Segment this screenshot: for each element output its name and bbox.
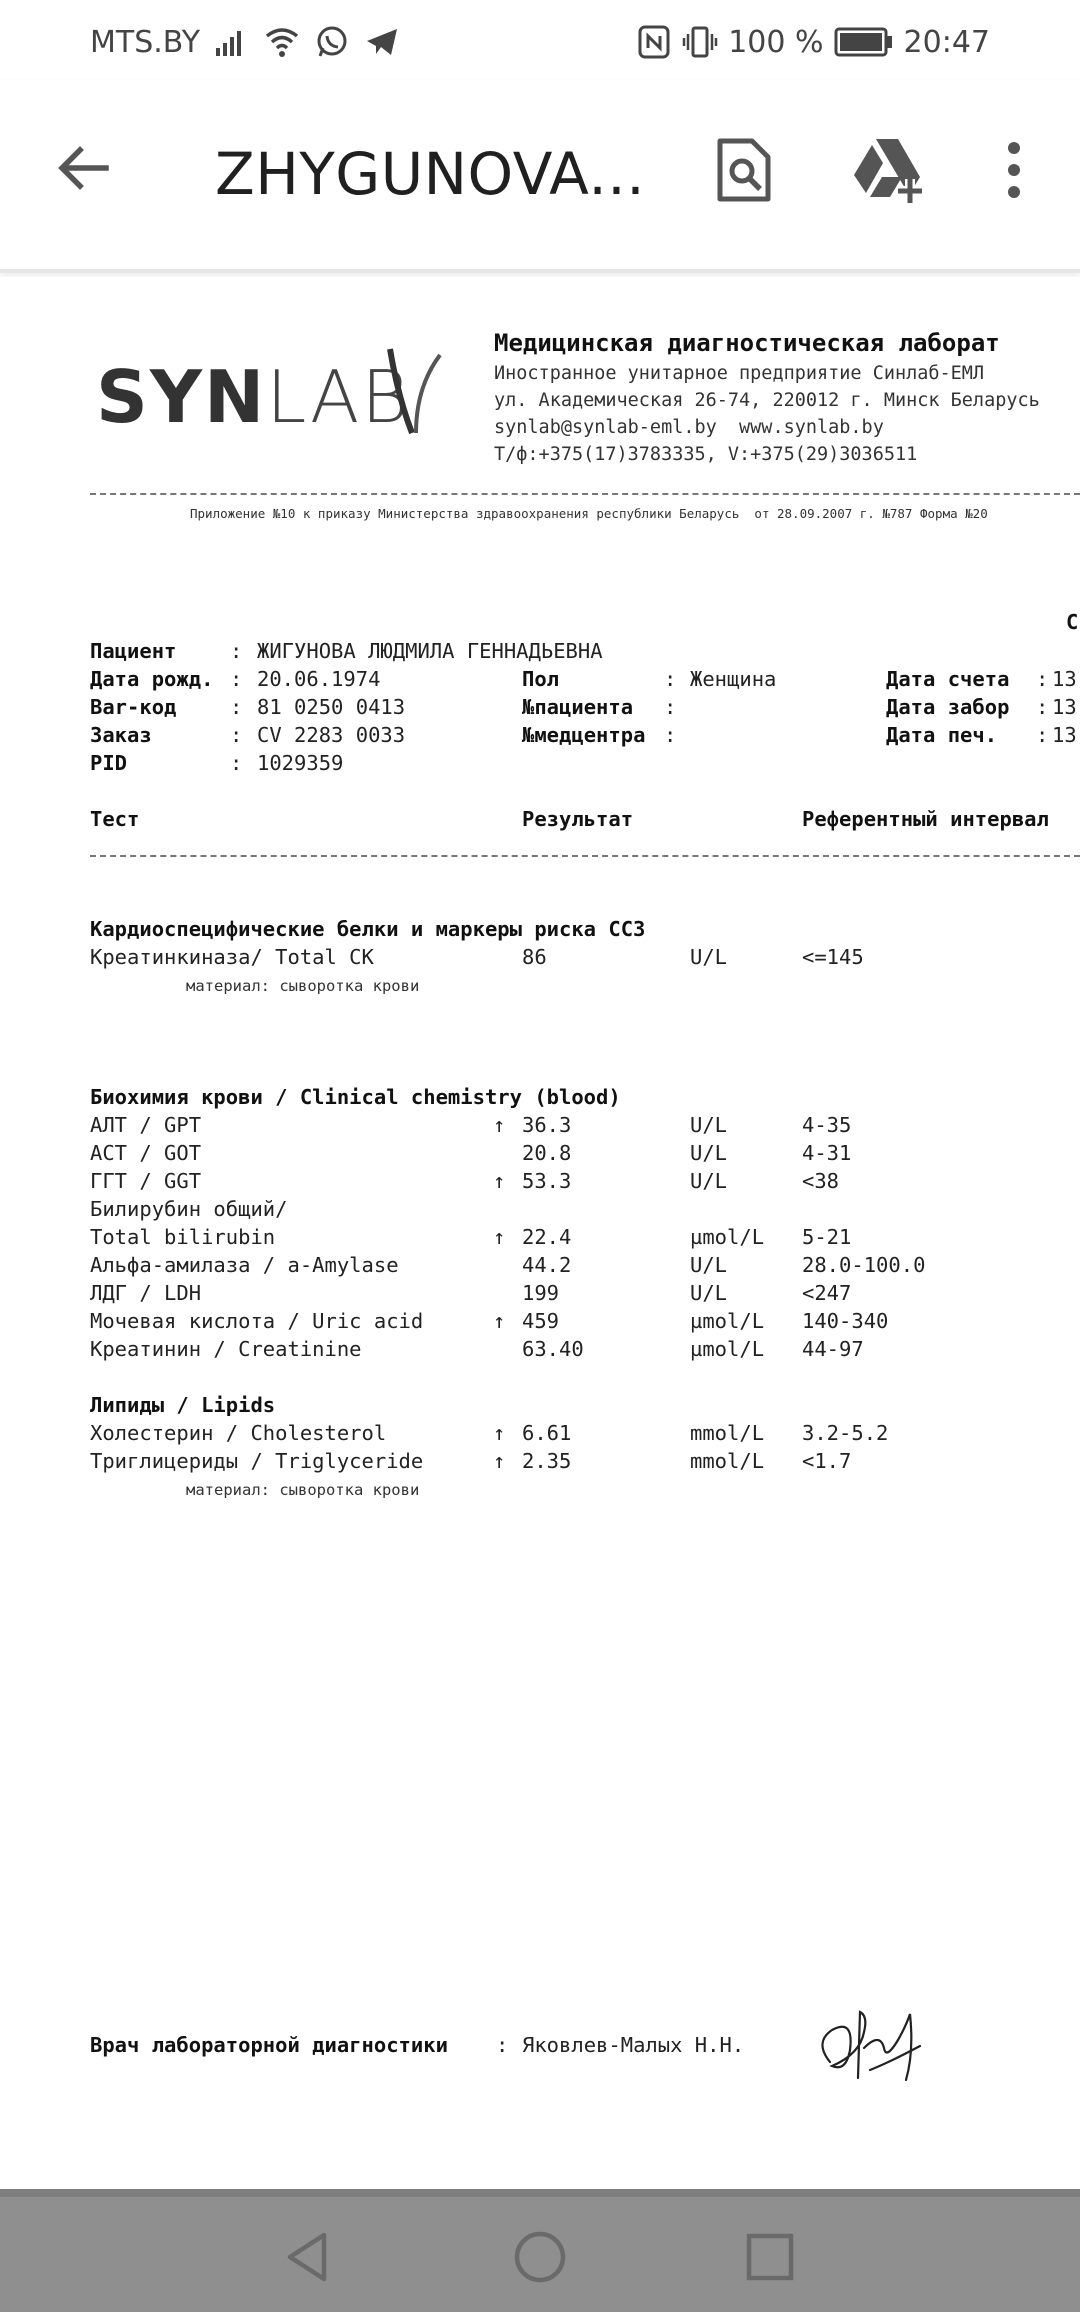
print-date-label: Дата печ. <box>886 723 998 747</box>
test-name: Триглицериды / Triglyceride <box>90 1449 424 1473</box>
add-to-drive-button[interactable] <box>848 130 928 210</box>
test-unit: µmol/L <box>690 1309 765 1333</box>
colon: : <box>230 723 243 747</box>
test-reference: 4-31 <box>802 1141 852 1165</box>
colon: : <box>1036 667 1049 691</box>
test-name: Холестерин / Cholesterol <box>90 1421 387 1445</box>
test-reference: 44-97 <box>802 1337 864 1361</box>
test-result: 2.35 <box>522 1449 572 1473</box>
test-name: ГГТ / GGT <box>90 1169 202 1193</box>
test-name: Total bilirubin <box>90 1225 276 1249</box>
patient-label: Пациент <box>90 639 177 663</box>
test-reference: <1.7 <box>802 1449 852 1473</box>
patient-name: ЖИГУНОВА ЛЮДМИЛА ГЕННАДЬЕВНА <box>257 639 603 663</box>
high-flag: ↑ <box>493 1169 506 1193</box>
logo-wordmark: SYNLAB <box>96 355 411 439</box>
high-flag: ↑ <box>493 1449 506 1473</box>
test-name: АЛТ / GPT <box>90 1113 202 1137</box>
header-rule <box>90 493 1080 495</box>
material-note: материал: сыворотка крови <box>186 977 420 995</box>
test-unit: U/L <box>690 1141 728 1165</box>
doctor-label: Врач лабораторной диагностики <box>90 2033 448 2057</box>
test-name: АСТ / GOT <box>90 1141 202 1165</box>
high-flag: ↑ <box>493 1225 506 1249</box>
battery-icon <box>834 26 894 58</box>
test-unit: µmol/L <box>690 1225 765 1249</box>
print-date-value: 13 <box>1052 723 1077 747</box>
test-name: Мочевая кислота / Uric acid <box>90 1309 424 1333</box>
invoice-date-label: Дата счета <box>886 667 1010 691</box>
section-title: Липиды / Lipids <box>90 1393 276 1417</box>
test-unit: U/L <box>690 945 728 969</box>
test-reference: 3.2-5.2 <box>802 1421 889 1445</box>
lab-name: Медицинская диагностическая лаборат <box>494 329 1000 357</box>
high-flag: ↑ <box>493 1309 506 1333</box>
dob-label: Дата рожд. <box>90 667 214 691</box>
find-in-document-button[interactable] <box>704 130 784 210</box>
synlab-logo <box>96 337 456 457</box>
status-right <box>636 20 990 64</box>
table-rule <box>90 855 1080 857</box>
colon: : <box>664 695 677 719</box>
status-bar <box>0 0 1080 80</box>
test-result: 44.2 <box>522 1253 572 1277</box>
doctor-name: Яковлев-Малых Н.Н. <box>522 2033 745 2057</box>
test-result: 86 <box>522 945 547 969</box>
sex-label: Пол <box>522 667 560 691</box>
whatsapp-icon <box>314 24 350 60</box>
test-reference: <=145 <box>802 945 864 969</box>
invoice-date-value: 13 <box>1052 667 1077 691</box>
test-result: 22.4 <box>522 1225 572 1249</box>
test-reference: <38 <box>802 1169 840 1193</box>
battery-percent: 100 % <box>728 24 824 60</box>
high-flag: ↑ <box>493 1113 506 1137</box>
test-unit: U/L <box>690 1281 728 1305</box>
test-unit: µmol/L <box>690 1337 765 1361</box>
colon: : <box>230 667 243 691</box>
colon: : <box>230 751 243 775</box>
lab-address: ул. Академическая 26-74, 220012 г. Минск Беларусь <box>494 390 1040 411</box>
test-name: ЛДГ / LDH <box>90 1281 202 1305</box>
vibrate-icon <box>682 24 718 60</box>
test-result: 36.3 <box>522 1113 572 1137</box>
test-reference: 4-35 <box>802 1113 852 1137</box>
order-note: Приложение №10 к приказу Министерства здравоохранения республики Беларусь от 28.09.2007 г. №787 Форма №20 <box>190 506 988 521</box>
lab-contacts: synlab@synlab-eml.by www.synlab.by <box>494 417 884 438</box>
nav-back-icon[interactable] <box>278 2227 338 2287</box>
clock: 20:47 <box>903 24 990 60</box>
more-options-button[interactable] <box>974 130 1054 210</box>
back-arrow-icon[interactable] <box>52 136 116 200</box>
wifi-icon <box>264 24 300 60</box>
test-unit: mmol/L <box>690 1449 765 1473</box>
barcode-value: 81 0250 0413 <box>257 695 406 719</box>
pdf-document[interactable] <box>0 277 1080 2189</box>
test-unit: mmol/L <box>690 1421 765 1445</box>
handwritten-signature <box>810 1992 930 2092</box>
nav-recents-icon[interactable] <box>740 2227 800 2287</box>
lab-phones: Т/ф:+375(17)3783335, V:+375(29)3036511 <box>494 444 918 465</box>
test-result: 199 <box>522 1281 560 1305</box>
test-result: 459 <box>522 1309 560 1333</box>
sample-date-value: 13 <box>1052 695 1077 719</box>
test-name: Билирубин общий/ <box>90 1197 288 1221</box>
nav-home-icon[interactable] <box>510 2227 570 2287</box>
test-result: 6.61 <box>522 1421 572 1445</box>
test-reference: <247 <box>802 1281 852 1305</box>
test-name: Креатинин / Creatinine <box>90 1337 362 1361</box>
telegram-icon <box>364 24 400 60</box>
colon: : <box>230 695 243 719</box>
colon: : <box>1036 723 1049 747</box>
colon: : <box>664 667 677 691</box>
sample-date-label: Дата забор <box>886 695 1010 719</box>
section-title: Кардиоспецифические белки и маркеры риска ССЗ <box>90 917 646 941</box>
test-unit: U/L <box>690 1253 728 1277</box>
signal-icon <box>214 24 250 60</box>
carrier-name: MTS.BY <box>90 24 201 60</box>
column-test: Тест <box>90 807 140 831</box>
system-navigation-bar <box>0 2189 1080 2312</box>
document-title: ZHYGUNOVA... <box>215 140 646 208</box>
pid-label: PID <box>90 751 128 775</box>
test-name: Альфа-амилаза / a-Amylase <box>90 1253 399 1277</box>
sex-value: Женщина <box>690 667 777 691</box>
patient-number-label: №пациента <box>522 695 634 719</box>
material-note: материал: сыворотка крови <box>186 1481 420 1499</box>
test-unit: U/L <box>690 1113 728 1137</box>
dob-value: 20.06.1974 <box>257 667 381 691</box>
test-unit: U/L <box>690 1169 728 1193</box>
logo-swoosh-icon <box>386 347 446 437</box>
test-reference: 140-340 <box>802 1309 889 1333</box>
barcode-label: Bar-код <box>90 695 177 719</box>
lab-company: Иностранное унитарное предприятие Синлаб-ЕМЛ <box>494 363 985 384</box>
google-drive-add-icon <box>850 135 926 205</box>
test-result: 63.40 <box>522 1337 584 1361</box>
search-document-icon <box>714 137 774 203</box>
app-bar <box>0 80 1080 273</box>
test-reference: 5-21 <box>802 1225 852 1249</box>
order-value: CV 2283 0033 <box>257 723 406 747</box>
column-reference: Референтный интервал <box>802 807 1049 831</box>
colon: : <box>496 2033 509 2057</box>
column-result: Результат <box>522 807 634 831</box>
order-label: Заказ <box>90 723 152 747</box>
more-vert-icon <box>1004 140 1024 200</box>
section-title: Биохимия крови / Clinical chemistry (blood) <box>90 1085 621 1109</box>
colon: : <box>664 723 677 747</box>
colon: : <box>1036 695 1049 719</box>
high-flag: ↑ <box>493 1421 506 1445</box>
test-name: Креатинкиназа/ Total CK <box>90 945 374 969</box>
test-reference: 28.0-100.0 <box>802 1253 926 1277</box>
test-result: 20.8 <box>522 1141 572 1165</box>
status-left <box>90 20 400 64</box>
cut-off-heading: С <box>1066 610 1079 634</box>
nfc-icon <box>636 24 672 60</box>
pid-value: 1029359 <box>257 751 344 775</box>
center-number-label: №медцентра <box>522 723 646 747</box>
colon: : <box>230 639 243 663</box>
test-result: 53.3 <box>522 1169 572 1193</box>
